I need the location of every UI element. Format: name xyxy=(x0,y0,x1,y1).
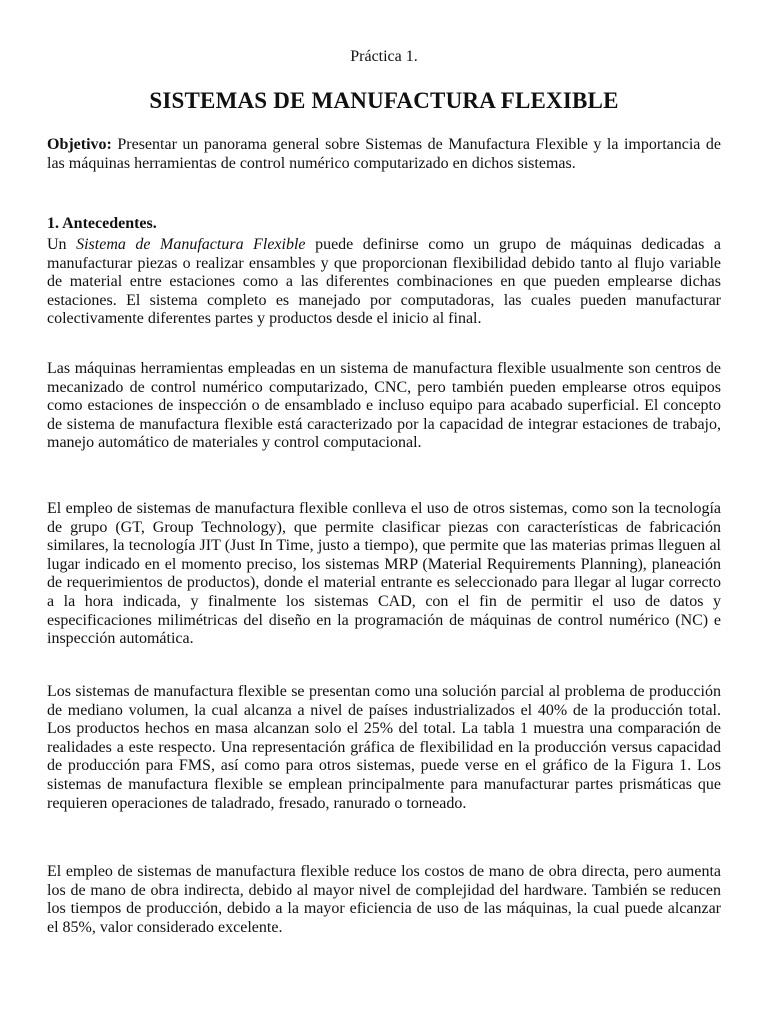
section-heading-antecedentes: 1. Antecedentes. xyxy=(47,215,157,232)
practice-label: Práctica 1. xyxy=(350,48,418,65)
paragraph-2: Las máquinas herramientas empleadas en un sistema de manufactura flexible usualmente son centros de mecanizado de control numérico computarizado, CNC, pero también pueden emplearse otros equipos como estaciones de inspección o de ensamblado e incluso equipo para acabado superficial. El concepto de sistema de manufactura flexible está caracterizado por la capacidad de integrar estaciones de trabajo, manejo automático de materiales y control computacional. xyxy=(47,360,721,452)
paragraph-1-italic-term: Sistema de Manufactura Flexible xyxy=(76,236,306,253)
document-title: SISTEMAS DE MANUFACTURA FLEXIBLE xyxy=(149,88,619,113)
objective-label: Objetivo: xyxy=(47,136,112,153)
paragraph-1-before: Un xyxy=(47,236,77,253)
objective-paragraph xyxy=(47,136,721,173)
paragraph-5: El empleo de sistemas de manufactura flexible reduce los costos de mano de obra directa, pero aumenta los de mano de obra indirecta, debido al mayor nivel de complejidad del hardware. También se reducen los tiempos de producción, debido a la mayor eficiencia de uso de las máquinas, la cual puede alcanzar el 85%, valor considerado excelente. xyxy=(47,863,721,936)
paragraph-1-after: puede definirse como un grupo de máquinas dedicadas a manufacturar piezas o realizar ensambles y que proporcionan flexibilidad debido tanto al flujo variable de material entre estaciones como a las diferentes combinaciones en que pueden emplearse dichas estaciones. El sistema completo es manejado por computadoras, las cuales pueden manufacturar colectivamente diferentes partes y productos desde el inicio al final. xyxy=(47,236,721,328)
paragraph-4: Los sistemas de manufactura flexible se presentan como una solución parcial al problema de producción de mediano volumen, la cual alcanza a nivel de países industrializados el 40% de la producción total. Los productos hechos en masa alcanzan solo el 25% del total. La tabla 1 muestra una comparación de realidades a este respecto. Una representación gráfica de flexibilidad en la producción versus capacidad de producción para FMS, así como para otros sistemas, puede verse en el gráfico de la Figura 1. Los sistemas de manufactura flexible se emplean principalmente para manufacturar partes prismáticas que requieren operaciones de taladrado, fresado, ranurado o torneado. xyxy=(47,683,721,812)
paragraph-3: El empleo de sistemas de manufactura flexible conlleva el uso de otros sistemas, como son la tecnología de grupo (GT, Group Technology), que permite clasificar piezas con características de fabricación similares, la tecnología JIT (Just In Time, justo a tiempo), que permite que las materias primas lleguen al lugar indicado en el momento preciso, los sistemas MRP (Material Requirements Planning), planeación de requerimientos de productos), donde el material entrante es seleccionado para llegar al lugar correcto a la hora indicada, y finalmente los sistemas CAD, con el fin de permitir el uso de datos y especificaciones milimétricas del diseño en la programación de máquinas de control numérico (NC) e inspección automática. xyxy=(47,500,721,648)
objective-text: Presentar un panorama general sobre Sistemas de Manufactura Flexible y la importancia de las máquinas herramientas de control numérico computarizado en dichos sistemas. xyxy=(47,136,721,172)
paragraph-1 xyxy=(47,236,721,329)
